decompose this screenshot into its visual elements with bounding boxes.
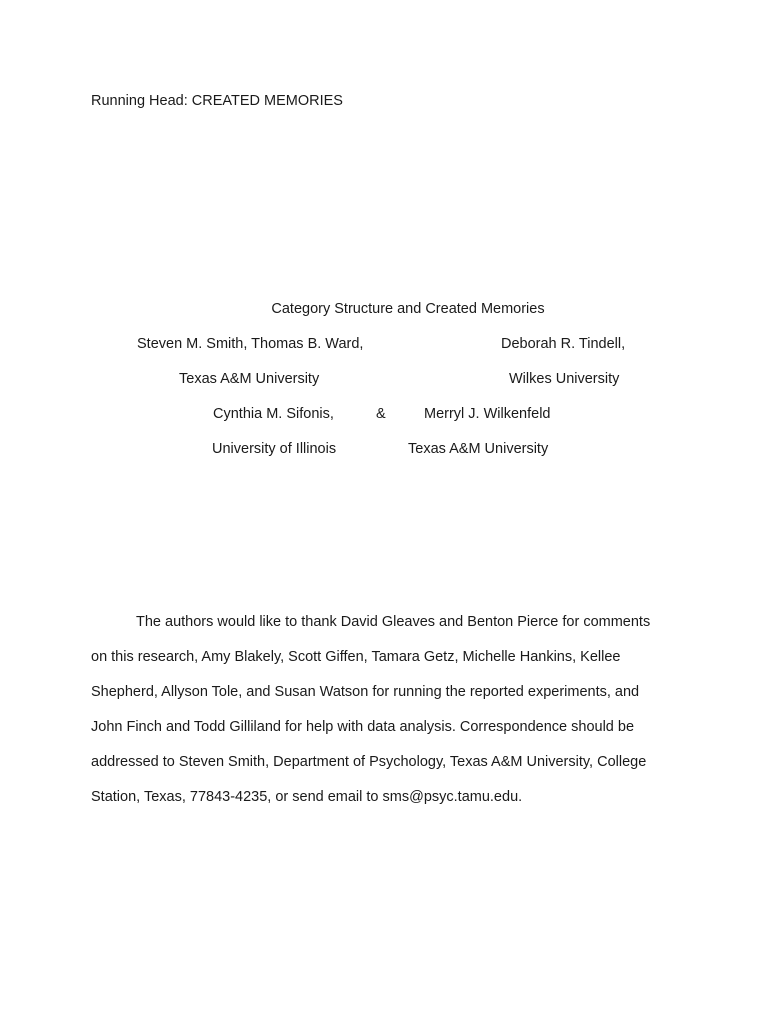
ack-line: John Finch and Todd Gilliland for help with data analysis. Correspondence should be xyxy=(91,719,635,735)
paper-title: Category Structure and Created Memories xyxy=(271,301,545,317)
ack-line: addressed to Steven Smith, Department of Psychology, Texas A&M University, College xyxy=(91,754,647,770)
ack-line: Station, Texas, 77843-4235, or send email to sms@psyc.tamu.edu. xyxy=(91,789,523,805)
affiliation-right: Wilkes University xyxy=(509,371,620,387)
author-right: Merryl J. Wilkenfeld xyxy=(424,406,551,422)
ampersand: & xyxy=(376,406,386,422)
ack-line: Shepherd, Allyson Tole, and Susan Watson for running the reported experiments, and xyxy=(91,684,640,700)
affiliation-left: Texas A&M University xyxy=(179,371,320,387)
ack-line: on this research, Amy Blakely, Scott Giffen, Tamara Getz, Michelle Hankins, Kellee xyxy=(91,649,621,665)
affiliation-left-2: University of Illinois xyxy=(212,441,337,457)
author-left: Cynthia M. Sifonis, xyxy=(213,406,334,422)
ack-line: The authors would like to thank David Gleaves and Benton Pierce for comments xyxy=(136,614,651,630)
affiliation-right-2: Texas A&M University xyxy=(408,441,549,457)
author-group-left: Steven M. Smith, Thomas B. Ward, xyxy=(137,336,364,352)
running-head: Running Head: CREATED MEMORIES xyxy=(91,93,343,109)
acknowledgement-paragraph xyxy=(91,614,691,824)
author-group-right: Deborah R. Tindell, xyxy=(501,336,626,352)
